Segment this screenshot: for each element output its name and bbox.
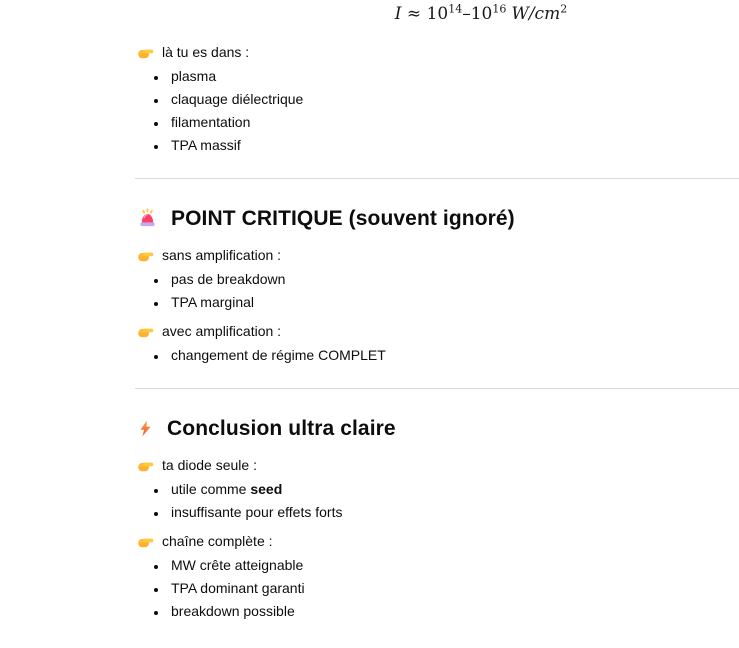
diode-label: ta diode seule : xyxy=(162,457,257,473)
formula-dash: – xyxy=(462,4,471,24)
list-item: • MW crête atteignable xyxy=(168,557,739,574)
list-item: • breakdown possible xyxy=(168,603,739,620)
intro-pointer-label: là tu es dans : xyxy=(162,44,250,60)
section-divider xyxy=(135,388,739,389)
conclusion-section-title xyxy=(137,415,739,442)
approx-symbol: ≈ xyxy=(406,4,422,24)
list-item: • TPA marginal xyxy=(168,294,739,311)
lightning-bolt-icon xyxy=(137,418,154,439)
pointing-right-hand-icon xyxy=(137,323,154,340)
formula-unit: W/cm xyxy=(511,4,561,24)
formula-base2: 10 xyxy=(470,4,493,24)
critical-section-title-text: POINT CRITIQUE (souvent ignoré) xyxy=(171,207,515,230)
list-item: • plasma xyxy=(168,68,739,85)
sans-amplification-pointer-line xyxy=(137,245,739,265)
formula-base1: 10 xyxy=(426,4,449,24)
avec-amplification-list xyxy=(135,347,739,364)
list-item: • insuffisante pour effets forts xyxy=(168,504,739,521)
assistant-message-body xyxy=(135,0,739,626)
formula-exponent1: 14 xyxy=(448,2,463,16)
intro-pointer-line xyxy=(137,42,739,62)
sans-amplification-label: sans amplification : xyxy=(162,247,282,263)
list-item: • claquage diélectrique xyxy=(168,91,739,108)
list-item: • TPA dominant garanti xyxy=(168,580,739,597)
avec-amplification-pointer-line xyxy=(137,321,739,341)
list-item: • filamentation xyxy=(168,114,739,131)
diode-pointer-line xyxy=(137,455,739,475)
bold-seed-text: seed xyxy=(250,481,283,497)
formula-unit-exponent: 2 xyxy=(560,2,568,16)
conclusion-section-title-text: Conclusion ultra claire xyxy=(167,417,396,440)
chaine-list xyxy=(135,557,739,620)
critical-section-title xyxy=(137,205,739,232)
diode-list xyxy=(135,481,739,521)
police-car-light-icon xyxy=(137,208,158,229)
pointing-right-hand-icon xyxy=(137,533,154,550)
list-item: • changement de régime COMPLET xyxy=(168,347,739,364)
list-item: • utile comme seed xyxy=(168,481,739,498)
intro-bullet-list xyxy=(135,68,739,154)
avec-amplification-label: avec amplification : xyxy=(162,323,282,339)
formula-exponent2: 16 xyxy=(492,2,507,16)
list-item: • TPA massif xyxy=(168,137,739,154)
chaine-pointer-line xyxy=(137,531,739,551)
pointing-right-hand-icon xyxy=(137,457,154,474)
sans-amplification-list xyxy=(135,271,739,311)
pointing-right-hand-icon xyxy=(137,247,154,264)
formula-variable: I xyxy=(394,4,402,24)
intensity-formula xyxy=(135,0,739,26)
chaine-label: chaîne complète : xyxy=(162,533,273,549)
list-item: • pas de breakdown xyxy=(168,271,739,288)
pointing-right-hand-icon xyxy=(137,44,154,61)
section-divider xyxy=(135,178,739,179)
